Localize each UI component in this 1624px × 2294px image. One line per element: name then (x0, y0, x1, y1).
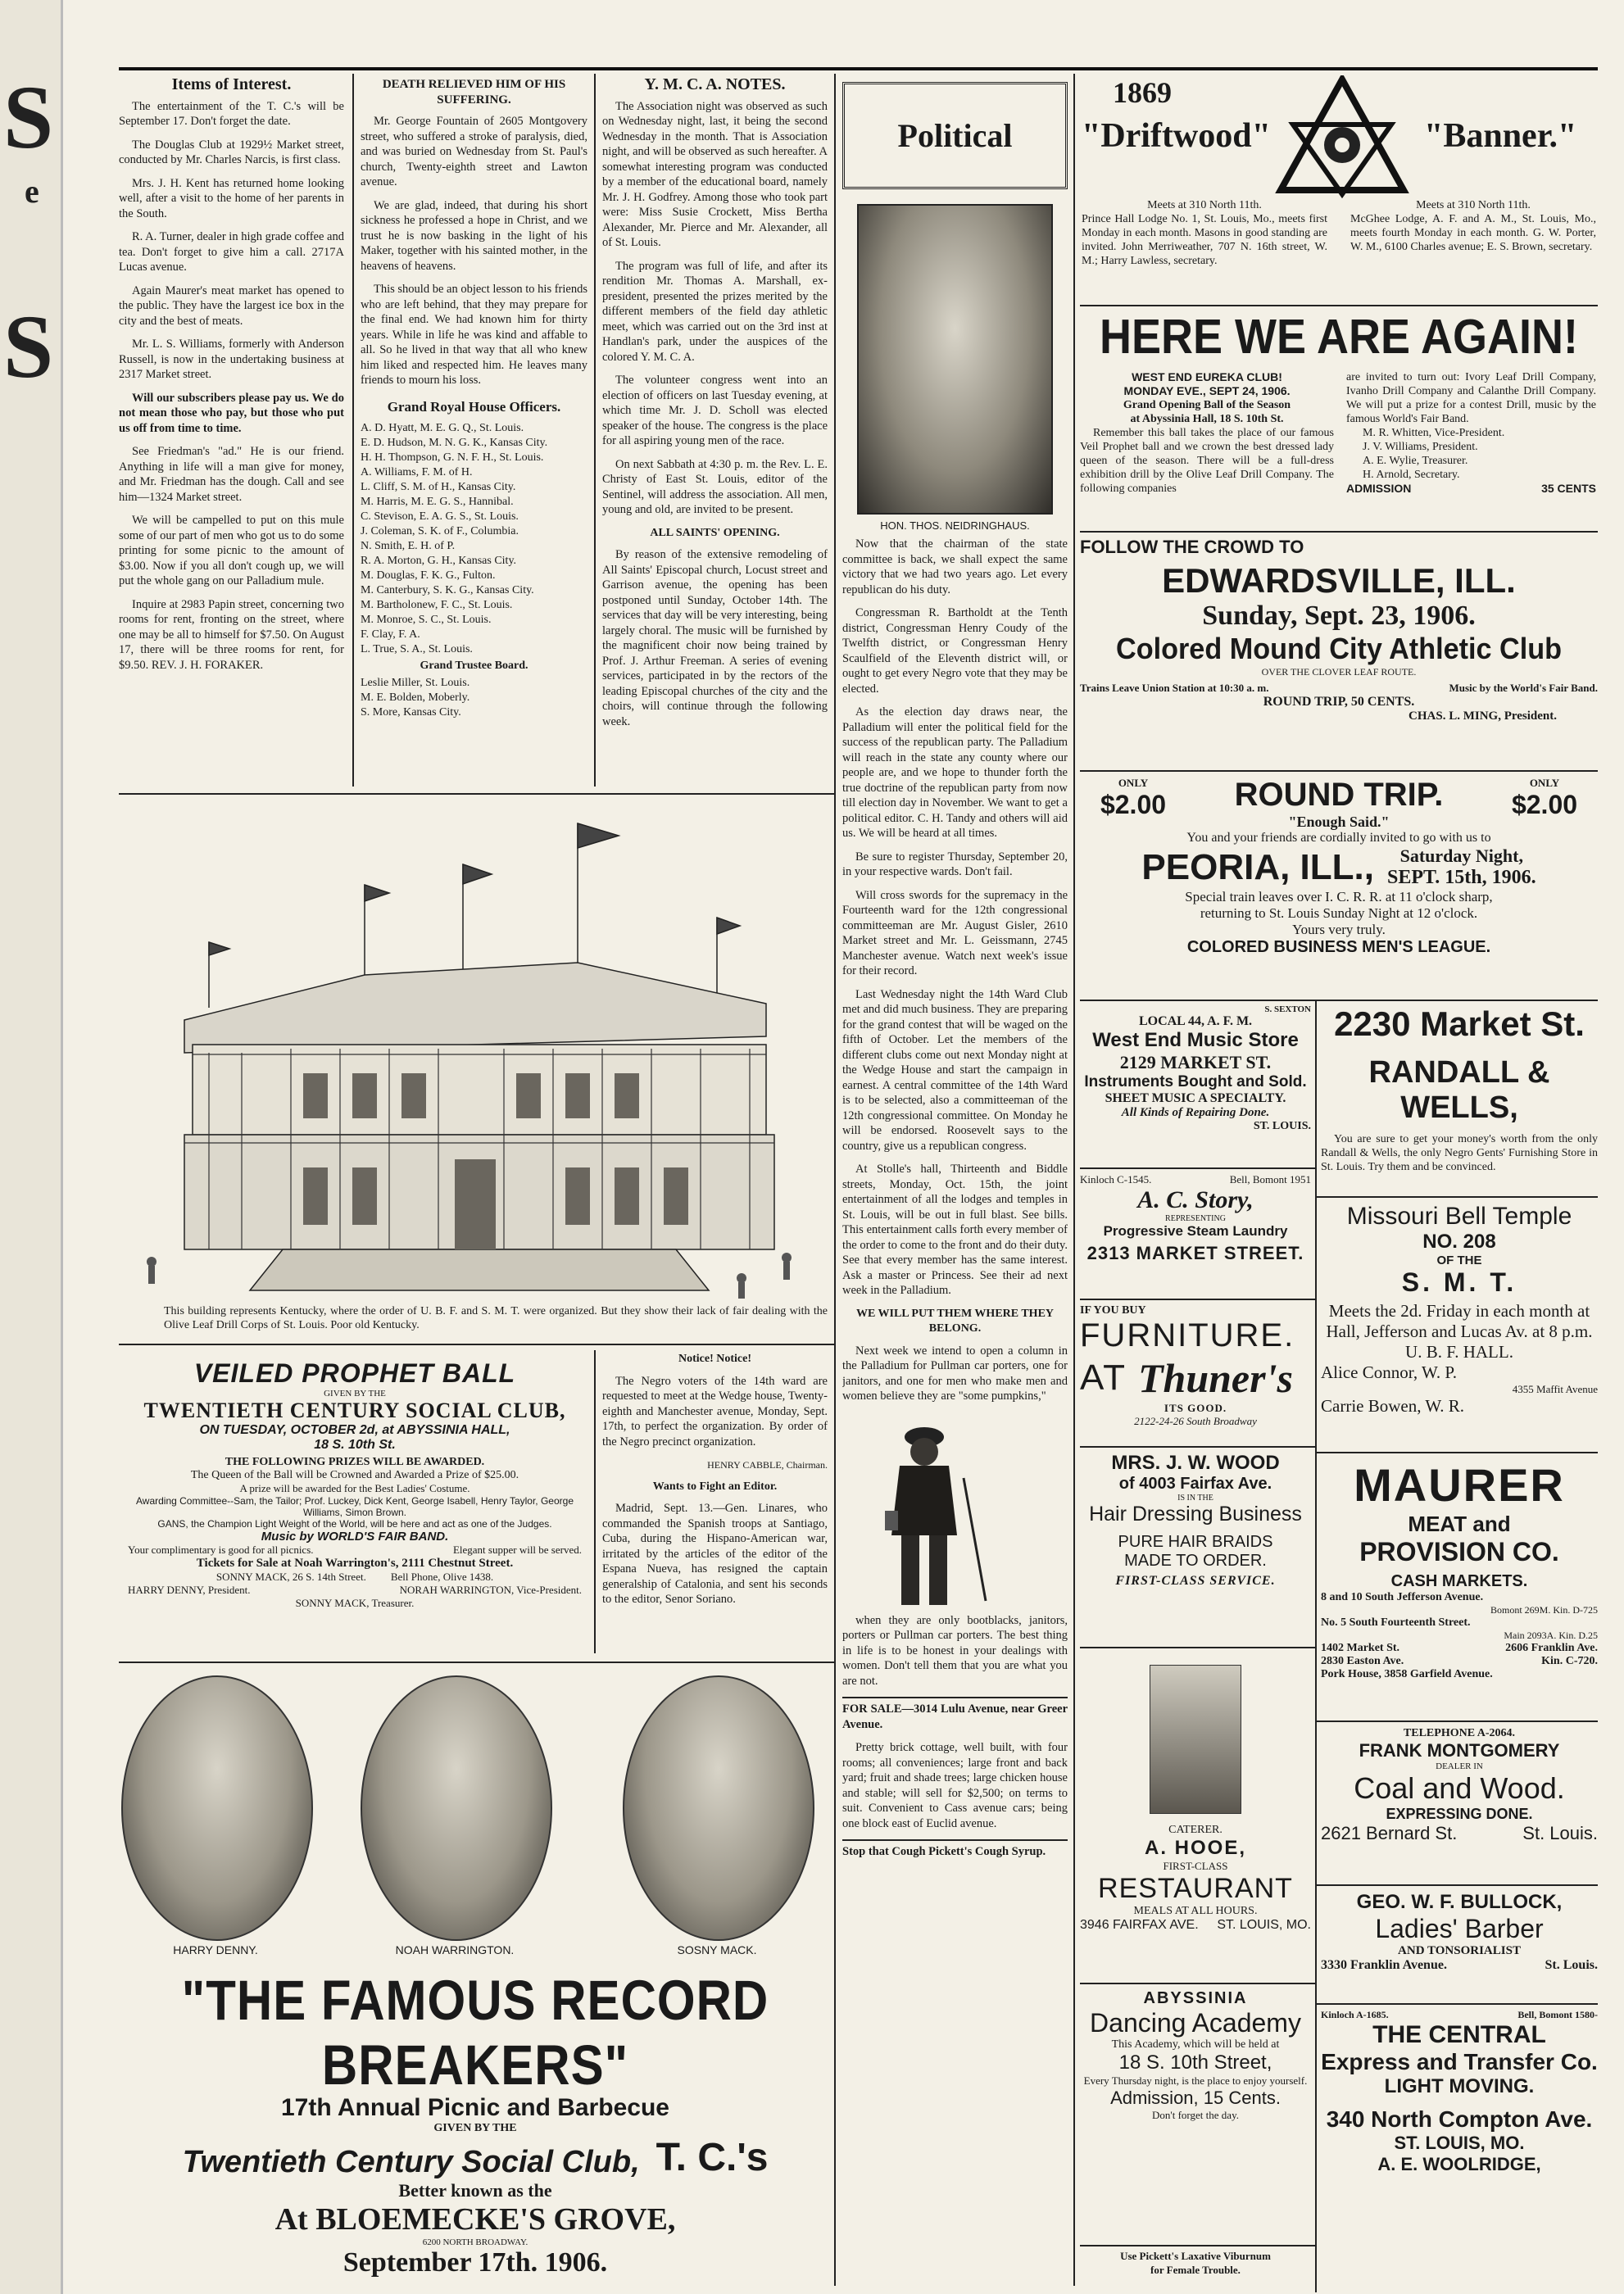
column-title: Y. M. C. A. NOTES. (644, 77, 786, 93)
lodge-name: "Banner." (1424, 117, 1577, 155)
ad-text: AT (1080, 1358, 1127, 1398)
ad-address: ST. LOUIS, MO. (1217, 1918, 1311, 1932)
ad-phone: TELEPHONE A-2064. (1403, 1727, 1516, 1739)
building-illustration (119, 799, 832, 1303)
ad-destination: PEORIA, ILL., (1141, 846, 1374, 887)
ad-text: Tickets for Sale at Noah Warrington's, 2111 Chestnut Street. (196, 1557, 514, 1570)
ad-officer: H. Arnold, Secretary. (1363, 469, 1460, 481)
ad-price: $2.00 (1511, 790, 1578, 819)
ad-text: HARRY DENNY, President. (128, 1584, 251, 1596)
ad-text: LIGHT MOVING. (1384, 2075, 1535, 2097)
list-item: R. A. Morton, G. H., Kansas City. (361, 555, 517, 567)
list-item: J. Coleman, S. K. of F., Columbia. (361, 525, 519, 537)
death-notice-column (361, 77, 587, 790)
veiled-prophet-ball-ad (121, 1352, 588, 1655)
ad-address: 3330 Franklin Avenue. (1321, 1958, 1447, 1972)
portrait-caption: HARRY DENNY. (173, 1943, 258, 1956)
section-title: WE WILL PUT THEM WHERE THEY BELONG. (855, 1307, 1055, 1335)
list-item: A. D. Hyatt, M. E. G. Q., St. Louis. (361, 422, 524, 434)
list-item: E. D. Hudson, M. N. G. K., Kansas City. (361, 437, 548, 449)
ad-date: MONDAY EVE., SEPT 24, 1906. (1123, 384, 1291, 397)
randall-wells-ad (1321, 1004, 1598, 1193)
lodge-details: Prince Hall Lodge No. 1, St. Louis, Mo., meets first Monday in each month. Masons in good standing are invited. John Merriweather, 707 N. 16th street, W. M.; Harry Lawless, secretary. (1082, 213, 1327, 267)
peoria-excursion-ad (1080, 777, 1598, 998)
ad-text: A prize will be awarded for the Best Ladies' Costume. (239, 1482, 470, 1494)
ad-text: Progressive Steam Laundry (1103, 1223, 1288, 1239)
ad-text: S. M. T. (1401, 1267, 1517, 1297)
list-item: M. Canterbury, S. K. G., Kansas City. (361, 584, 534, 596)
ad-text: PROVISION CO. (1359, 1537, 1559, 1566)
hairdressing-ad (1080, 1452, 1311, 1661)
trustees-list (361, 676, 587, 720)
section-rule (119, 1344, 834, 1345)
ad-text: WEST END EUREKA CLUB! (1132, 370, 1282, 383)
ad-text: Music by the World's Fair Band. (1449, 682, 1598, 694)
list-item: M. Bartholonew, F. C., St. Louis. (361, 599, 513, 611)
column-divider (594, 74, 596, 787)
signature: HENRY CABBLE, Chairman. (707, 1459, 828, 1471)
ad-text: FOLLOW THE CROWD TO (1080, 537, 1304, 557)
paragraph: Mrs. J. H. Kent has returned home looking well, after a visit to the home of her parents in the South. (119, 176, 344, 220)
ad-text: Elegant supper will be served. (452, 1544, 582, 1556)
ad-title: ABYSSINIA (1143, 1989, 1248, 2007)
ad-address: 3946 FAIRFAX AVE. (1080, 1918, 1199, 1932)
ad-title: MRS. J. W. WOOD (1111, 1452, 1280, 1474)
porter-drawing (842, 1412, 1068, 1613)
paragraph: We are glad, indeed, that during his short sickness he professed a hope in Christ, and we trust he is now basking in the light of his Maker, together with his sainted mother, in the heavens of heavens. (361, 198, 587, 273)
ad-phone: Bomont 269M. Kin. D-725 (1490, 1604, 1598, 1616)
ad-address: 1402 Market St. (1321, 1642, 1400, 1654)
ad-address: St. Louis. (1522, 1823, 1598, 1843)
lodge-meeting-place: Meets at 310 North 11th. (1147, 199, 1262, 211)
ad-text: Bell Phone, Olive 1438. (390, 1571, 494, 1583)
ad-text: Every Thursday night, is the place to enjoy yourself. (1083, 2074, 1308, 2087)
ad-phone: Kinloch C-1545. (1080, 1173, 1152, 1186)
section-rule (119, 793, 834, 795)
ad-address: 340 North Compton Ave. (1326, 2106, 1593, 2132)
paragraph: The Douglas Club at 1929½ Market street, conducted by Mr. Charles Narcis, is first class. (119, 138, 344, 166)
paragraph: Next week we intend to open a column in the Palladium for Pullman car porters, one for janitors, and one for men who make men and women believe they are "some pumpkins," (842, 1344, 1068, 1403)
ad-text: NO. 208 (1422, 1231, 1496, 1253)
dancing-academy-ad (1080, 1989, 1311, 2243)
paragraph: This should be an object lesson to his friends who are left behind, that they may prepare for the final end. We had known him for thirty years. While in life he was kind and affable to all. So he lived in that way that all who knew him liked and respected him. He leaves many friends to mourn his loss. (361, 283, 587, 387)
paragraph: Mr. L. S. Williams, formerly with Anderson Russell, is now in the undertaking business at 2317 Market street. (119, 338, 344, 381)
list-item: M. Douglas, F. K. G., Fulton. (361, 569, 496, 582)
ad-title: West End Music Store (1092, 1029, 1299, 1051)
ad-address: 2230 Market St. (1334, 1004, 1585, 1043)
ad-club-abbrev: T. C.'s (655, 2136, 769, 2179)
ad-text: A. E. WOOLRIDGE, (1377, 2154, 1541, 2174)
paragraph: Will cross swords for the supremacy in the Fourteenth ward for the 12th congressional committeeman are Mr. August Gisler, 2610 Market street and Mr. L. Geissmann, 2745 Manchester avenue. Watch next week's issue for their record. (842, 888, 1068, 977)
ad-address: 2621 Bernard St. (1321, 1823, 1458, 1843)
ad-text: DEALER IN (1436, 1761, 1483, 1771)
ad-text: Hair Dressing Business (1089, 1503, 1302, 1526)
ad-text: ITS GOOD. (1164, 1402, 1227, 1414)
edge-letter: S (3, 67, 54, 167)
classified-title: FOR SALE—3014 Lulu Avenue, near Greer Avenue. (842, 1702, 1068, 1731)
edge-letter: S (3, 297, 54, 397)
ad-text: GIVEN BY THE (324, 1389, 386, 1399)
section-title: Grand Royal House Officers. (387, 398, 561, 415)
ad-text: You and your friends are cordially invited to go with us to (1186, 831, 1491, 845)
ad-title: A. HOOE, (1144, 1837, 1246, 1859)
paragraph: The volunteer congress went into an election of officers on last Tuesday evening, at which time Mr. J. D. Scholl was elected speaker of the house. The congress is the place for all aspiring young men of the race. (602, 374, 828, 447)
ad-title: GEO. W. F. BULLOCK, (1356, 1891, 1563, 1913)
ad-title: THE CENTRAL (1372, 2021, 1546, 2048)
section-title: Wants to Fight an Editor. (652, 1480, 778, 1493)
kentucky-building-drawing (119, 799, 832, 1303)
portrait-photo (361, 1675, 552, 1941)
paragraph: when they are only bootblacks, janitors, porters or Pullman car porters. The best thing in life is to be honest in your dealings with women. Don't tell them that you are what you are not. (842, 1613, 1068, 1688)
caterer-photo (1150, 1665, 1241, 1814)
section-rule (119, 1662, 834, 1663)
column-title: Items of Interest. (171, 77, 292, 93)
ad-text: GIVEN BY THE (433, 2122, 517, 2134)
political-articles (842, 537, 1068, 1412)
ad-text: Don't forget the day. (1152, 2109, 1239, 2121)
column-divider (352, 74, 354, 787)
political-column (842, 82, 1068, 2290)
ad-text: FIRST-CLASS (1163, 1860, 1228, 1872)
ad-price: ROUND TRIP, 50 CENTS. (1263, 695, 1415, 709)
ad-body: You are sure to get your money's worth from the only Randall & Wells, the only Negro Gents' Furnishing Store in St. Louis. Try them and be convinced. (1321, 1133, 1598, 1173)
adjacent-page-edge (0, 0, 63, 2294)
ymca-notes-column (602, 77, 828, 790)
ad-title: FRANK MONTGOMERY (1359, 1740, 1560, 1761)
portrait-photo (121, 1675, 313, 1941)
lodge-meeting-place: Meets at 310 North 11th. (1416, 199, 1531, 211)
ad-text: RESTAURANT (1098, 1873, 1293, 1904)
ad-address: 18 S. 10th St. (314, 1438, 396, 1452)
paragraph: Pretty brick cottage, well built, with four rooms; all conveniences; large front and back yard; fruit and shade trees; large chicken house and stable; will sell for $2,500; on terms to suit. Convenient to Cass avenue cars; being one block east of Euclid avenue. (842, 1741, 1068, 1830)
photo-caption: HON. THOS. NEIDRINGHAUS. (880, 519, 1030, 532)
ad-address: 6200 NORTH BROADWAY. (422, 2237, 528, 2247)
ad-text: All Kinds of Repairing Done. (1121, 1106, 1270, 1119)
section-title: Grand Trustee Board. (420, 660, 528, 672)
ad-address: 4355 Maffit Avenue (1512, 1383, 1598, 1395)
ad-title: HERE WE ARE AGAIN! (1099, 311, 1578, 364)
column-title: Political (897, 117, 1013, 154)
ad-text: "Enough Said." (1288, 814, 1390, 830)
ad-phone: Kinloch A-1685. (1321, 2009, 1389, 2020)
ad-text: Stop that Cough Pickett's Cough Syrup. (842, 1845, 1046, 1858)
ad-text: MEAT and (1408, 1512, 1511, 1536)
ad-text: Carrie Bowen, W. R. (1321, 1396, 1464, 1416)
ad-title: RANDALL & WELLS, (1368, 1055, 1550, 1125)
paragraph: On next Sabbath at 4:30 p. m. the Rev. L. E. Christy of East St. Louis, editor of the Sentinel, will address the association. All men, young and old, are invited to be present. (602, 457, 828, 516)
ad-officer: J. V. Williams, President. (1363, 441, 1478, 453)
ad-address: 2606 Franklin Ave. (1505, 1642, 1598, 1654)
ad-text: Awarding Committee--Sam, the Tailor; Prof. Luckey, Dick Kent, George Isabell, Henry Taylor, George Williams, Simon Brown. (135, 1495, 574, 1518)
section-title: Notice! Notice! (678, 1353, 751, 1365)
list-item: S. More, Kansas City. (361, 705, 461, 719)
paragraph: Be sure to register Thursday, September 20, in your respective wards. Don't fail. (842, 850, 1068, 878)
ad-date: September 17th. 1906. (342, 2247, 608, 2278)
music-store-ad (1080, 1004, 1311, 1164)
lodge-year: 1869 (1113, 76, 1172, 109)
ad-club-name: Colored Mound City Athletic Club (1116, 632, 1562, 665)
ad-subtitle: 17th Annual Picnic and Barbecue (280, 2094, 669, 2121)
ad-text: OF THE (1436, 1254, 1482, 1267)
ad-text: THE FOLLOWING PRIZES WILL BE AWARDED. (225, 1456, 485, 1468)
notice-column (602, 1352, 828, 1655)
ad-text: FIRST-CLASS SERVICE. (1115, 1574, 1276, 1588)
ad-text: Meets the 2d. Friday in each month at Hall, Jefferson and Lucas Av. at 8 p.m. (1326, 1301, 1593, 1341)
ad-text: GANS, the Champion Light Weight of the World, will be here and act as one of the Judges. (157, 1518, 552, 1530)
ad-store-name: Thuner's (1137, 1355, 1293, 1401)
ad-text: Use Pickett's Laxative Viburnum (1120, 2250, 1271, 2262)
paragraph: Now that the chairman of the state committee is back, we shall expect the same victory that we had two years ago. Let every republican do his duty. (842, 537, 1068, 596)
ad-text: IS IN THE (1177, 1494, 1213, 1503)
ad-address: ST. LOUIS, MO. (1394, 2133, 1525, 2153)
ad-text: Express and Transfer Co. (1321, 2049, 1598, 2074)
paragraph: At Stolle's hall, Thirteenth and Biddle streets, Monday, Oct. 15th, the joint entertainment of all the lodges and temples in St. Louis, will be out in full blast. See bills. This entertainment calls forth every member of the order to come to the front and do their duty. See that every member has the same interest. Ask a master or Princess. See their ad next week in the Palladium. (842, 1163, 1068, 1297)
ad-address: 2313 MARKET STREET. (1086, 1243, 1304, 1263)
list-item: M. Monroe, S. C., St. Louis. (361, 614, 492, 626)
paragraph: We will be campelled to put on this mule some of our part of men who got us to do some printing for some picnic to the amount of $3.00. Now if you all don't cough up, we will put the whole gang on our Palladium mule. (119, 514, 344, 587)
ad-club-name: Twentieth Century Social Club, (182, 2145, 640, 2179)
ad-text: returning to St. Louis Sunday Night at 12 o'clock. (1200, 905, 1478, 921)
laundry-ad (1080, 1173, 1311, 1296)
column-divider (834, 74, 836, 2286)
ad-text: CASH MARKETS. (1390, 1572, 1528, 1590)
ad-text: SONNY MACK, 26 S. 14th Street. (215, 1571, 366, 1583)
ad-venue: At BLOEMECKE'S GROVE, (274, 2202, 676, 2237)
column-divider (594, 1350, 596, 1653)
ad-text: Alice Connor, W. P. (1321, 1362, 1458, 1382)
ad-address: 2122-24-26 South Broadway (1134, 1415, 1257, 1427)
paragraph: See Friedman's "ad." He is our friend. Anything in life will a man give for money, and Mr. Friedman has the dough. Call and see him—1324 Market street. (119, 445, 344, 504)
ad-club-name: TWENTIETH CENTURY SOCIAL CLUB, (143, 1399, 566, 1422)
ad-text: PURE HAIR BRAIDS (1118, 1533, 1273, 1551)
ad-text: U. B. F. HALL. (1405, 1342, 1513, 1362)
ad-date: ON TUESDAY, OCTOBER 2d, at ABYSSINIA HALL, (199, 1423, 510, 1437)
list-item: N. Smith, E. H. of P. (361, 540, 456, 552)
ad-title: A. C. Story, (1137, 1186, 1254, 1213)
list-item: H. H. Thompson, G. N. F. H., St. Louis. (361, 451, 544, 464)
ad-address: No. 5 South Fourteenth Street. (1321, 1616, 1471, 1629)
record-breakers-ad (119, 1966, 832, 2286)
paragraph: The Association night was observed as such on Wednesday night, last, it being the second Wednesday in the month. That is Association night, and will be observed as such hereafter. A somewhat interesting program was conducted by a member of the educational board, namely Mr. J. H. Godfrey. Among those who took part were: Miss Susie Crockett, Miss Bertha Alexander, Mr. Pierce and Mr. Alexander, all of St. Louis. (602, 99, 828, 249)
ad-address: Pork House, 3858 Garfield Avenue. (1321, 1668, 1493, 1680)
ad-title: Missouri Bell Temple (1346, 1203, 1572, 1230)
ad-text: This Academy, which will be held at (1111, 2038, 1280, 2051)
ad-text: CATERER. (1168, 1824, 1223, 1836)
paragraph: Mr. George Fountain of 2605 Montgovery street, who suffered a stroke of paralysis, died, and was buried on Wednesday from St. Paul's church, Twenty-eighth street and Lawton avenue. (361, 115, 587, 188)
west-end-eureka-ad (1080, 311, 1598, 524)
paragraph: Last Wednesday night the 14th Ward Club met and did much business. They are preparing for the grand contest that will be waged on the fifth of October. Let the members of the different clubs come out next Monday night at the Wedge House and start the campaign in earnest. A central committee of the 14th Ward is to be selected, also a committeeman of the 12th congressional committee. On Monday he will be endorsed. Roosevelt says to the country, give us a republican congress. (842, 987, 1068, 1153)
ad-text: SONNY MACK, Treasurer. (295, 1597, 415, 1609)
ad-text: COLORED BUSINESS MEN'S LEAGUE. (1186, 938, 1491, 956)
ad-text: IF YOU BUY (1080, 1304, 1146, 1317)
ad-address: 2129 MARKET ST. (1119, 1052, 1272, 1072)
ad-officer: A. E. Wylie, Treasurer. (1363, 455, 1468, 467)
ad-text: Trains Leave Union Station at 10:30 a. m. (1080, 682, 1269, 694)
ad-text: AND TONSORIALIST (1398, 1944, 1521, 1957)
ad-text: Instruments Bought and Sold. (1084, 1073, 1307, 1090)
politician-photo (857, 204, 1053, 515)
ad-text: Your complimentary is good for all picnics. (128, 1544, 314, 1556)
ad-title: FURNITURE. (1080, 1317, 1295, 1353)
edge-letter: e (25, 173, 39, 210)
paragraph: Congressman R. Bartholdt at the Tenth district, Congressman Henry Coudy of the Twelfth district, or Congressman Henry Scaulfield of the Eleventh district will, or ought to get every Negro vote that they may be elected. (842, 606, 1068, 696)
ad-text: EXPRESSING DONE. (1386, 1806, 1533, 1822)
ad-address: 8 and 10 South Jefferson Avenue. (1321, 1591, 1484, 1603)
list-item: M. Harris, M. E. G. S., Hannibal. (361, 496, 514, 508)
ad-address: at Abyssinia Hall, 18 S. 10th St. (1130, 413, 1284, 425)
ad-date: Sunday, Sept. 23, 1906. (1202, 601, 1476, 631)
ad-text: REPRESENTING (1165, 1214, 1226, 1223)
barber-ad (1321, 1891, 1598, 1997)
ad-phone: Bell, Bomont 1580- (1517, 2009, 1598, 2020)
lodge-details: McGhee Lodge, A. F. and A. M., St. Louis, Mo., meets fourth Monday in each month. G. W. Porter, W. M., 6100 Charles avenue; E. S. Brown, secretary. (1350, 213, 1596, 253)
ad-title: EDWARDSVILLE, ILL. (1162, 561, 1516, 600)
ad-address: 18 S. 10th Street, (1118, 2051, 1272, 2074)
ad-title: ROUND TRIP. (1234, 777, 1444, 813)
ad-body: are invited to turn out: Ivory Leaf Drill Company, Ivanho Drill Company and Calanthe Drill Company. We will put a prize for a contest Drill, music by the famous World's Fair Band. (1346, 371, 1596, 425)
portrait-photo (623, 1675, 814, 1941)
ad-text: Dancing Academy (1090, 2008, 1301, 2038)
ad-price: Admission, 15 Cents. (1110, 2088, 1281, 2108)
ad-text: Better known as the (398, 2180, 552, 2201)
porter-illustration (842, 1412, 1068, 1613)
ad-text: LOCAL 44, A. F. M. (1138, 1014, 1253, 1028)
ad-phone: Main 2093A. Kin. D.25 (1504, 1630, 1598, 1641)
list-item: Leslie Miller, St. Louis. (361, 676, 470, 689)
building-caption: This building represents Kentucky, where the order of U. B. F. and S. M. T. were organized. But they show their lack of fair dealing with the Olive Leaf Drill Corps of St. Louis. Poor old Kentucky. (164, 1305, 828, 1331)
ad-text: MEALS AT ALL HOURS. (1133, 1905, 1258, 1917)
list-item: A. Williams, F. M. of H. (361, 466, 473, 478)
paragraph: The program was full of life, and after its rendition Mr. Thomas A. Marshall, ex-president, presented the prizes merited by the different members of the field day athletic meet, which was carried out on the 3rd inst at Handlan's park, under the auspices of the colored Y. M. C. A. (602, 259, 828, 364)
column-title: DEATH RELIEVED HIM OF HIS SUFFERING. (382, 78, 566, 107)
ad-text: ST. LOUIS. (1253, 1120, 1311, 1132)
ad-date: SEPT. 15th, 1906. (1386, 867, 1536, 888)
ad-text: S. SEXTON (1264, 1004, 1311, 1014)
ad-text: Coal and Wood. (1354, 1771, 1565, 1805)
list-item: L. Cliff, S. M. of H., Kansas City. (361, 481, 516, 493)
pickett-ad (1080, 2249, 1311, 2286)
list-item: F. Clay, F. A. (361, 628, 420, 641)
ad-text: Saturday Night, (1399, 846, 1523, 866)
ad-address: 2830 Easton Ave. (1321, 1655, 1404, 1667)
political-articles-continued (842, 1613, 1068, 1868)
ad-address: of 4003 Fairfax Ave. (1118, 1475, 1272, 1493)
ad-text: Special train leaves over I. C. R. R. at 11 o'clock sharp, (1185, 889, 1493, 904)
masonic-lodges-ad (1080, 75, 1598, 284)
edwardsville-excursion-ad (1080, 537, 1598, 766)
ad-price: $2.00 (1100, 790, 1167, 819)
express-transfer-ad (1321, 2009, 1598, 2292)
maurer-meat-ad (1321, 1458, 1598, 1719)
ad-text: OVER THE CLOVER LEAF ROUTE. (1261, 666, 1417, 678)
restaurant-ad (1080, 1653, 1311, 1977)
ad-phone: Bell, Bomont 1951 (1229, 1173, 1311, 1186)
square-compass-icon (1272, 75, 1412, 198)
paragraph: Madrid, Sept. 13.—Gen. Linares, who commanded the Spanish troops at Santiago, Cuba, during the Hispano-American war, irritated by the articles of the editor of the Espana Nueva, has resigned the captain generalship of Catalonia, and sent his seconds to the editor, Senor Soriano. (602, 1502, 828, 1606)
ad-text: CHAS. L. MING, President. (1409, 710, 1557, 723)
list-item: M. E. Bolden, Moberly. (361, 691, 470, 704)
ad-text: The Queen of the Ball will be Crowned and Awarded a Prize of $25.00. (190, 1469, 519, 1481)
ad-text: Ladies' Barber (1375, 1914, 1544, 1943)
ad-text: Grand Opening Ball of the Season (1123, 399, 1291, 411)
political-header-box (842, 82, 1068, 189)
ad-text: for Female Trouble. (1150, 2264, 1241, 2276)
coal-wood-ad (1321, 1727, 1598, 1883)
portrait-caption: NOAH WARRINGTON. (395, 1943, 515, 1956)
top-rule (119, 67, 1598, 70)
ad-phone: Kin. C-720. (1541, 1655, 1598, 1667)
paragraph: R. A. Turner, dealer in high grade coffee and tea. Don't forget to give him a call. 2717A Lucas avenue. (119, 230, 344, 274)
items-of-interest-column (119, 77, 344, 790)
section-title: ALL SAINTS' OPENING. (650, 526, 780, 539)
ad-text: SHEET MUSIC A SPECIALTY. (1105, 1091, 1286, 1105)
paragraph: The Negro voters of the 14th ward are requested to meet at the Wedge house, Twenty-eighth and Manchester avenue, Monday, Sept. 17th, to perfect the organization. By order of the Negro precinct organization. (602, 1374, 828, 1448)
ad-officer: M. R. Whitten, Vice-President. (1363, 427, 1505, 439)
ad-text: MADE TO ORDER. (1124, 1552, 1267, 1570)
ad-text: Yours very truly. (1292, 922, 1386, 937)
ad-text: ONLY (1529, 777, 1560, 789)
ad-address: St. Louis. (1545, 1958, 1598, 1972)
furniture-ad (1080, 1304, 1311, 1444)
ad-title: "THE FAMOUS RECORD BREAKERS" (181, 1968, 769, 2097)
list-item: L. True, S. A., St. Louis. (361, 643, 473, 655)
ad-text: ADMISSION (1346, 482, 1412, 495)
ad-price: 35 CENTS (1541, 482, 1596, 495)
officers-list (361, 421, 587, 657)
ad-text: ONLY (1118, 777, 1149, 789)
paragraph: As the election day draws near, the Palladium will enter the political field for the success of the republican party. The Palladium will reach in the state any county where our people are, and we hope to thunder forth the true doctrine of the republican party from now till election day in November. We want to get a political editor. C. H. Tandy and others will aid us. We will be heard at all times. (842, 705, 1068, 840)
ad-text: Music by WORLD'S FAIR BAND. (261, 1530, 449, 1544)
portrait-caption: SOSNY MACK. (677, 1943, 757, 1956)
bell-temple-ad (1321, 1203, 1598, 1448)
paragraph: Inquire at 2983 Papin street, concerning two rooms for rent, fronting on the street, where one may be all to himself for $7.50. On August 17, there will be three rooms for rent, for $9.50. REV. J. H. FORAKER. (119, 597, 344, 672)
paragraph: The entertainment of the T. C.'s will be September 17. Don't forget the date. (119, 99, 344, 128)
paragraph: By reason of the extensive remodeling of All Saints' Episcopal church, Locust street and Garrison avenue, the opening has been postponed until Sunday, October 14th. The services that day will be very interesting, being largely choral. The music will be furnished by the magnificent choir now being trained by Prof. J. Arthur Freeman. A series of evening services, participated in by the rectors of the leading Episcopal churches of the city and the choirs, will continue through the following week. (602, 548, 828, 728)
ad-text: NORAH WARRINGTON, Vice-President. (399, 1584, 582, 1596)
ad-body: Remember this ball takes the place of our famous Veil Prophet ball and we crown the best dressed lady queen of the season. There will be a full-dress exhibition drill by the Olive Leaf Drill Company. The following companies (1080, 427, 1334, 495)
paragraph: Again Maurer's meat market has opened to the public. They have the largest ice box in the city and the best of meats. (119, 283, 344, 328)
ad-title: VEILED PROPHET BALL (193, 1358, 516, 1388)
ad-title: MAURER (1354, 1459, 1565, 1511)
list-item: C. Stevison, E. A. G. S., St. Louis. (361, 510, 519, 523)
lodge-name: "Driftwood" (1082, 117, 1271, 155)
column-divider (1073, 74, 1075, 2286)
paragraph: Will our subscribers please pay us. We do not mean those who pay, but those who put us off from time to time. (119, 391, 344, 435)
